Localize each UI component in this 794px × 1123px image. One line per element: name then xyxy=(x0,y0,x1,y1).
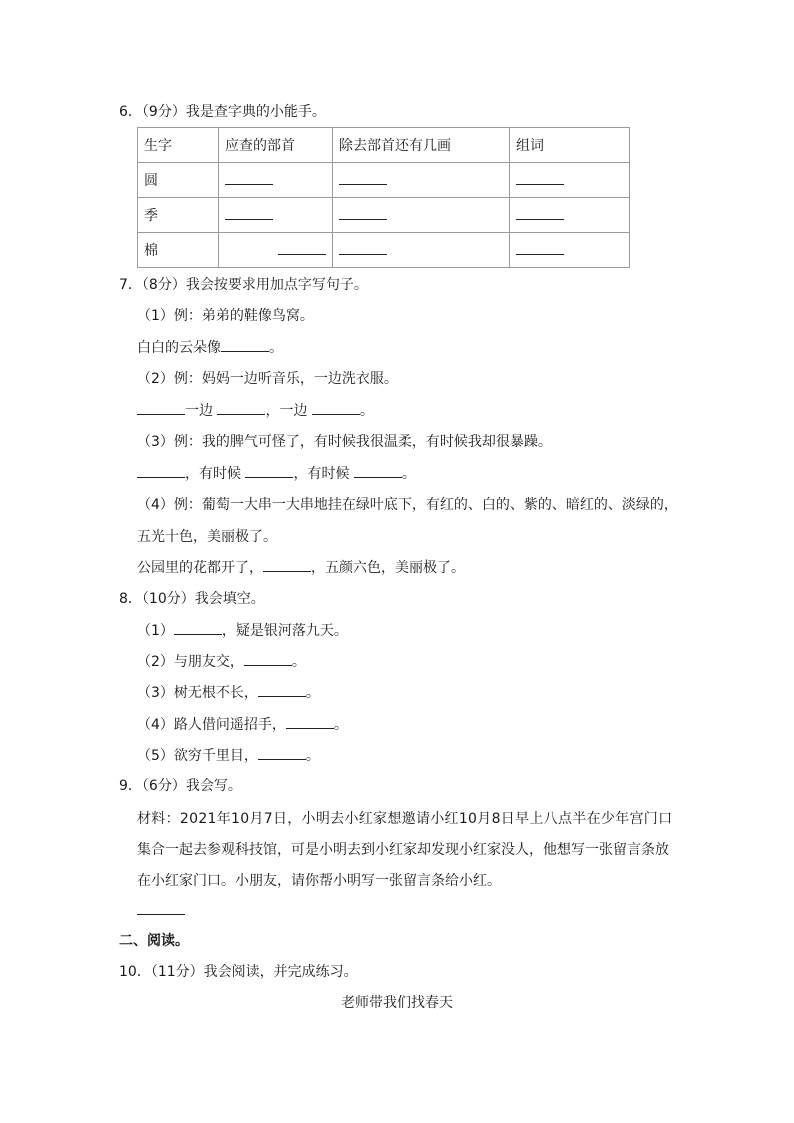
item-text: （3）树无根不长， xyxy=(137,685,258,701)
passage-title: 老师带我们找春天 xyxy=(341,995,453,1011)
radical-blank[interactable] xyxy=(225,207,273,220)
answer-blank[interactable] xyxy=(244,653,292,666)
answer-blank[interactable] xyxy=(137,465,185,478)
q9-material-line2: 集合一起去参观科技馆，可是小明去到小红家却发现小红家没人，他想写一张留言条放 xyxy=(137,842,669,858)
q8-item xyxy=(137,653,306,671)
q7-example-3: （3）例：我的脾气可怪了，有时候我很温柔，有时候我却很暴躁。 xyxy=(137,434,552,450)
radical-blank[interactable] xyxy=(278,242,326,255)
strokes-blank[interactable] xyxy=(339,207,387,220)
table-row xyxy=(138,198,630,233)
table-header-row xyxy=(138,128,630,163)
q9-material-line3: 在小红家门口。小朋友，请你帮小明写一张留言条给小红。 xyxy=(137,873,501,889)
header-char: 生字 xyxy=(138,128,219,163)
item-text: （4）路人借问遥招手， xyxy=(137,717,286,733)
q6-heading: 6．（9分）我是查字典的小能手。 xyxy=(119,104,326,120)
q7-answer-2 xyxy=(137,402,374,420)
words-blank[interactable] xyxy=(516,172,564,185)
strokes-blank[interactable] xyxy=(339,242,387,255)
answer-blank[interactable] xyxy=(354,465,402,478)
answer-text: ，有时候 xyxy=(293,466,350,482)
q7-example-1: （1）例：弟弟的鞋像鸟窝。 xyxy=(137,308,314,324)
row-char: 圆 xyxy=(138,163,219,198)
answer-blank[interactable] xyxy=(174,622,222,635)
q9-heading: 9．（6分）我会写。 xyxy=(119,778,242,794)
answer-blank[interactable] xyxy=(221,339,269,352)
table-row xyxy=(138,163,630,198)
q8-item xyxy=(137,747,320,765)
words-blank[interactable] xyxy=(516,207,564,220)
item-text: 。 xyxy=(305,748,320,764)
item-text: （1） xyxy=(137,623,174,639)
q8-item xyxy=(137,622,348,640)
answer-text: ，有时候 xyxy=(185,466,241,482)
answer-text: ，一边 xyxy=(265,403,308,419)
section-heading: 二、阅读。 xyxy=(119,933,189,949)
answer-blank[interactable] xyxy=(286,716,334,729)
header-strokes: 除去部首还有几画 xyxy=(333,128,510,163)
q7-heading: 7．（8分）我会按要求用加点字写句子。 xyxy=(119,277,368,293)
answer-text: 。 xyxy=(401,466,416,482)
q7-example-4-line1: （4）例：葡萄一大串一大串地挂在绿叶底下，有红的、白的、紫的、暗红的、淡绿的， xyxy=(137,497,678,513)
strokes-blank[interactable] xyxy=(339,172,387,185)
radical-blank[interactable] xyxy=(225,172,273,185)
item-text: ，疑是银河落九天。 xyxy=(221,623,348,639)
q7-answer-3 xyxy=(137,465,416,483)
answer-blank[interactable] xyxy=(263,559,311,572)
q9-material-line1: 材料：2021年10月7日，小明去小红家想邀请小红10月8日早上八点半在少年宫门口 xyxy=(137,811,673,827)
answer-blank[interactable] xyxy=(245,465,293,478)
answer-text: 。 xyxy=(269,340,283,356)
header-radical: 应查的部首 xyxy=(219,128,333,163)
answer-text: 公园里的花都开了， xyxy=(137,560,263,576)
item-text: 。 xyxy=(333,717,348,733)
item-text: （2）与朋友交， xyxy=(137,654,244,670)
q7-example-4-line2: 五光十色，美丽极了。 xyxy=(137,529,277,545)
q9-answer-blank[interactable] xyxy=(137,902,185,920)
answer-text: 白白的云朵像 xyxy=(137,340,221,356)
header-words: 组词 xyxy=(510,128,630,163)
item-text: 。 xyxy=(291,654,306,670)
answer-text: 。 xyxy=(359,403,374,419)
q7-example-2: （2）例：妈妈一边听音乐，一边洗衣服。 xyxy=(137,371,398,387)
q7-answer-4 xyxy=(137,559,465,577)
q10-heading: 10．（11分）我会阅读，并完成练习。 xyxy=(119,964,358,980)
answer-blank[interactable] xyxy=(137,402,185,415)
item-text: 。 xyxy=(305,685,320,701)
answer-blank[interactable] xyxy=(258,747,306,760)
answer-text: 一边 xyxy=(185,403,213,419)
q8-item xyxy=(137,684,320,702)
answer-blank[interactable] xyxy=(217,402,265,415)
row-char: 棉 xyxy=(138,233,219,268)
q7-answer-1 xyxy=(137,339,283,357)
item-text: （5）欲穷千里目， xyxy=(137,748,258,764)
q8-item xyxy=(137,716,348,734)
answer-blank[interactable] xyxy=(312,402,360,415)
q8-heading: 8．（10分）我会填空。 xyxy=(119,591,265,607)
words-blank[interactable] xyxy=(516,242,564,255)
answer-text: ，五颜六色，美丽极了。 xyxy=(311,560,465,576)
answer-blank[interactable] xyxy=(258,684,306,697)
row-char: 季 xyxy=(138,198,219,233)
radical-table xyxy=(137,127,630,268)
table-row xyxy=(138,233,630,268)
answer-blank[interactable] xyxy=(137,902,185,915)
